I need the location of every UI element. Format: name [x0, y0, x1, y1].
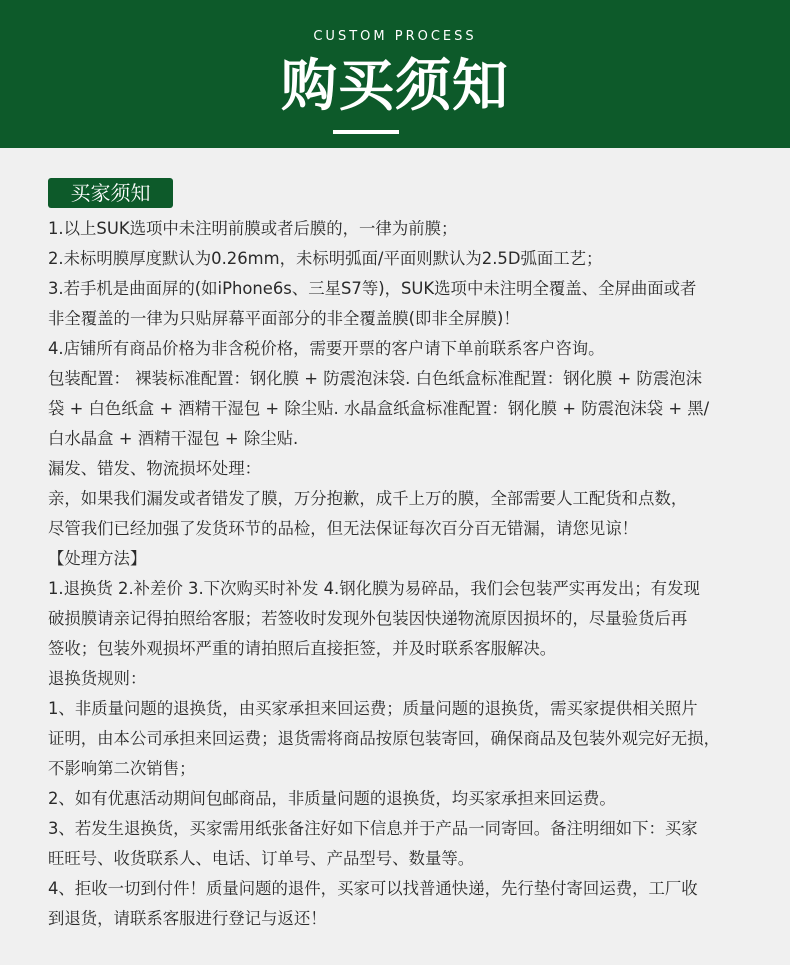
notice-line: 退换货规则： [48, 669, 147, 688]
notice-line: 非全覆盖的一律为只贴屏幕平面部分的非全覆盖膜(即非全屏膜)！ [48, 309, 520, 328]
notice-line: 2.未标明膜厚度默认为0.26mm，未标明弧面/平面则默认为2.5D弧面工艺； [48, 249, 603, 268]
notice-line: 尽管我们已经加强了发货环节的品检，但无法保证每次百分百无错漏，请您见谅！ [48, 519, 639, 538]
section-badge: 买家须知 [48, 178, 173, 208]
notice-line: 签收；包装外观损坏严重的请拍照后直接拒签，并及时联系客服解决。 [48, 639, 557, 658]
notice-line: 漏发、错发、物流损坏处理： [48, 459, 262, 478]
notice-line: 亲，如果我们漏发或者错发了膜，万分抱歉，成千上万的膜，全部需要人工配货和点数， [48, 489, 688, 508]
notice-line: 【处理方法】 [48, 549, 147, 568]
header-subtitle: CUSTOM PROCESS [313, 29, 477, 44]
notice-line: 证明，由本公司承担来回运费；退货需将商品按原包装寄回，确保商品及包装外观完好无损， [48, 729, 721, 748]
notice-line: 4、拒收一切到付件！质量问题的退件，买家可以找普通快递，先行垫付寄回运费，工厂收 [48, 879, 698, 898]
notice-line: 破损膜请亲记得拍照给客服；若签收时发现外包装因快递物流原因损坏的，尽量验货后再 [48, 609, 688, 628]
notice-line: 旺旺号、收货联系人、电话、订单号、产品型号、数量等。 [48, 849, 475, 868]
notice-line: 2、如有优惠活动期间包邮商品，非质量问题的退换货，均买家承担来回运费。 [48, 789, 616, 808]
notice-line: 3、若发生退换货，买家需用纸张备注好如下信息并于产品一同寄回。备注明细如下：买家 [48, 819, 698, 838]
page-title: 购买须知 [281, 54, 509, 119]
notice-line: 1.退换货 2.补差价 3.下次购买时补发 4.钢化膜为易碎品，我们会包装严实再发出；有发现 [48, 579, 700, 598]
notice-line: 袋 + 白色纸盒 + 酒精干湿包 + 除尘贴. 水晶盒纸盒标准配置：钢化膜 + 防震泡沫袋 + 黑/ [48, 399, 710, 418]
notice-line: 3.若手机是曲面屏的(如iPhone6s、三星S7等)，SUK选项中未注明全覆盖、全屏曲面或者 [48, 279, 697, 298]
notice-text [48, 214, 766, 934]
notice-line: 白水晶盒 + 酒精干湿包 + 除尘贴. [48, 429, 299, 448]
notice-line: 到退货，请联系客服进行登记与返还！ [48, 909, 327, 928]
notice-line: 4.店铺所有商品价格为非含税价格，需要开票的客户请下单前联系客户咨询。 [48, 339, 605, 358]
notice-line: 1、非质量问题的退换货，由买家承担来回运费；质量问题的退换货，需买家提供相关照片 [48, 699, 698, 718]
notice-line: 1.以上SUK选项中未注明前膜或者后膜的，一律为前膜； [48, 219, 458, 238]
header-banner [0, 0, 790, 148]
notice-line: 包装配置： 裸装标准配置：钢化膜 + 防震泡沫袋. 白色纸盒标准配置：钢化膜 + 防震泡沫 [48, 369, 702, 388]
notice-line: 不影响第二次销售； [48, 759, 196, 778]
title-underline [333, 130, 399, 134]
